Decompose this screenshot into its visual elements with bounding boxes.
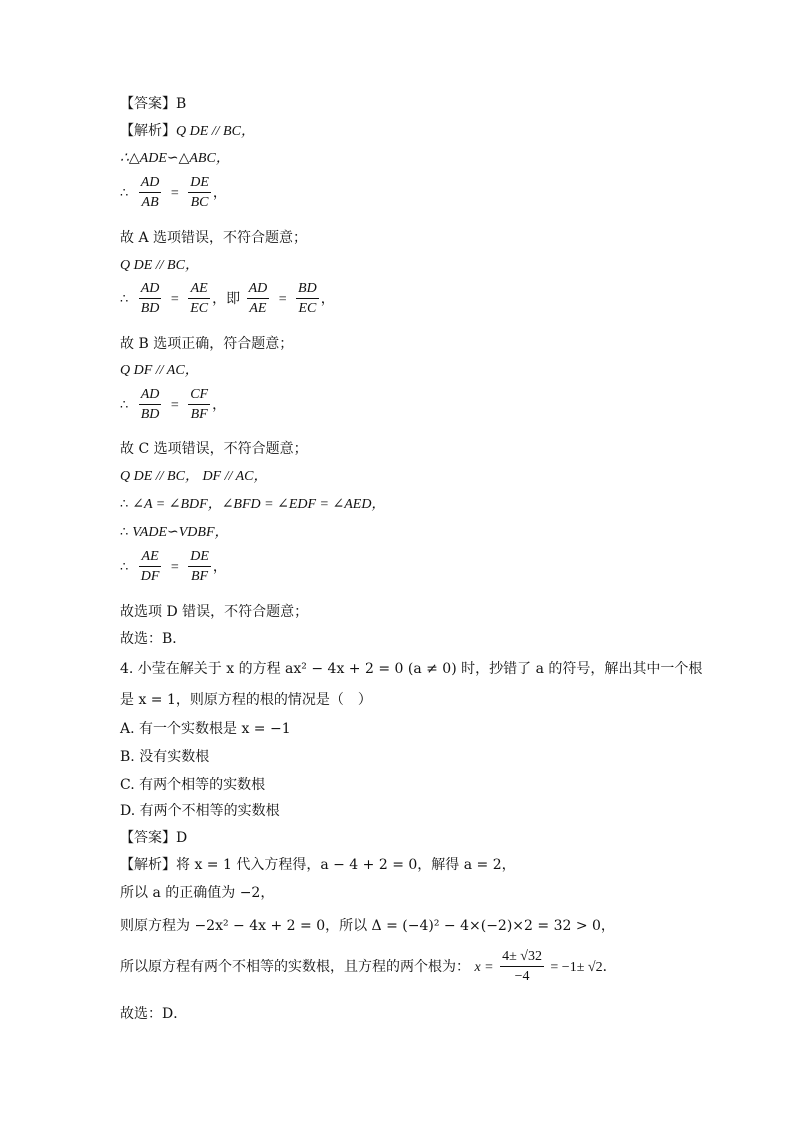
therefore-symbol: ∴ — [120, 560, 129, 575]
q4-option-b: B. 没有实数根 — [120, 749, 210, 765]
q4-analysis-line-2: 所以 a 的正确值为 −2， — [120, 885, 275, 901]
q3-option-d-conclusion: 故选项 D 错误，不符合题意； — [120, 604, 309, 620]
q3-parallel-line-4: Q DE // BC， DF // AC， — [120, 469, 268, 484]
fraction: $\frac{AE}{EC}$ — [190, 281, 209, 316]
fraction: $\frac{BD}{EC}$ — [298, 281, 317, 316]
q4-analysis-line-3: 则原方程为 −2x² − 4x + 2 = 0，所以 Δ = (−4)² − 4×(−2)×2 = 32 > 0， — [120, 918, 615, 934]
fraction: $\frac{DE}{BC}$ — [190, 175, 209, 210]
q4-analysis-line-1: 【解析】将 x = 1 代入方程得，a − 4 + 2 = 0，解得 a = 2， — [120, 857, 516, 873]
q3-parallel-line-3: Q DF // AC， — [120, 363, 199, 378]
therefore-symbol: ∴ — [120, 398, 129, 413]
fraction: $\frac{AD}{BD}$ — [140, 281, 160, 316]
q3-option-c-conclusion: 故 C 选项错误，不符合题意； — [120, 441, 308, 457]
q3-ratio-line-4: ∴ $\frac{AE}{DF}$ = $\frac{DE}{BF}$ ， — [120, 549, 227, 584]
x-equals: x = — [474, 960, 494, 975]
q3-analysis-line-1 — [120, 121, 255, 142]
q4-option-d: D. 有两个不相等的实数根 — [120, 803, 280, 819]
fraction: $\frac{AD}{AE}$ — [248, 281, 268, 316]
fraction: $\frac{AD}{AB}$ — [140, 175, 160, 210]
analysis-label: 【解析】 — [120, 123, 176, 139]
q3-parallel-de-bc: Q DE // BC， — [176, 124, 255, 139]
q3-similar-expr: ∴△ADE∽△ABC， — [120, 151, 230, 166]
therefore-symbol: ∴ — [120, 497, 129, 512]
q3-answer: 【答案】B — [120, 96, 187, 112]
q4-analysis-line-4: 所以原方程有两个不相等的实数根，且方程的两个根为： x = $\frac{4\pm √32}{-4}$ = −1± √2． — [120, 949, 617, 984]
q4-stem-line-1: 4. 小莹在解关于 x 的方程 ax² − 4x + 2 = 0 (a ≠ 0) 时，抄错了 a 的符号，解出其中一个根 — [120, 661, 703, 677]
q3-option-b-conclusion: 故 B 选项正确，符合题意； — [120, 336, 294, 352]
q3-similar-triangles — [120, 148, 230, 169]
q4-choose: 故选：D． — [120, 1006, 188, 1022]
therefore-symbol: ∴ — [120, 292, 129, 307]
q3-ratio-line-2: ∴ $\frac{AD}{BD}$ = $\frac{AE}{EC}$ ，即 $\frac{AD}{AE}$ = $\frac{BD}{EC}$ ， — [120, 281, 335, 316]
q3-ratio-line-3: ∴ $\frac{AD}{BD}$ = $\frac{CF}{BF}$ ， — [120, 387, 227, 422]
therefore-symbol: ∴ — [120, 186, 129, 201]
q4-stem-line-2: 是 x = 1，则原方程的根的情况是（ ） — [120, 692, 372, 708]
q3-similar-triangles-2: ∴ VADE∽VDBF， — [120, 525, 229, 540]
q4-option-c: C. 有两个相等的实数根 — [120, 777, 266, 793]
fraction: $\frac{AE}{DF}$ — [140, 549, 160, 584]
q3-option-a-conclusion: 故 A 选项错误，不符合题意； — [120, 230, 308, 246]
fraction: $\frac{AD}{BD}$ — [140, 387, 160, 422]
fraction: $\frac{DE}{BF}$ — [190, 549, 209, 584]
root-result: = −1± √2． — [550, 960, 617, 975]
therefore-symbol: ∴ — [120, 525, 129, 540]
q3-angle-equalities: ∴ ∠A = ∠BDF，∠BFD = ∠EDF = ∠AED， — [120, 497, 386, 512]
q3-parallel-line-2: Q DE // BC， — [120, 258, 199, 273]
q3-choose: 故选：B． — [120, 631, 187, 647]
q3-ratio-line-1: ∴ $\frac{AD}{AB}$ = $\frac{DE}{BC}$ ， — [120, 175, 227, 210]
fraction: $\frac{CF}{BF}$ — [190, 387, 209, 422]
root-fraction: $\frac{4\pm √32}{-4}$ — [502, 949, 542, 984]
q4-answer: 【答案】D — [120, 830, 188, 846]
q4-option-a: A. 有一个实数根是 x = −1 — [120, 721, 291, 737]
